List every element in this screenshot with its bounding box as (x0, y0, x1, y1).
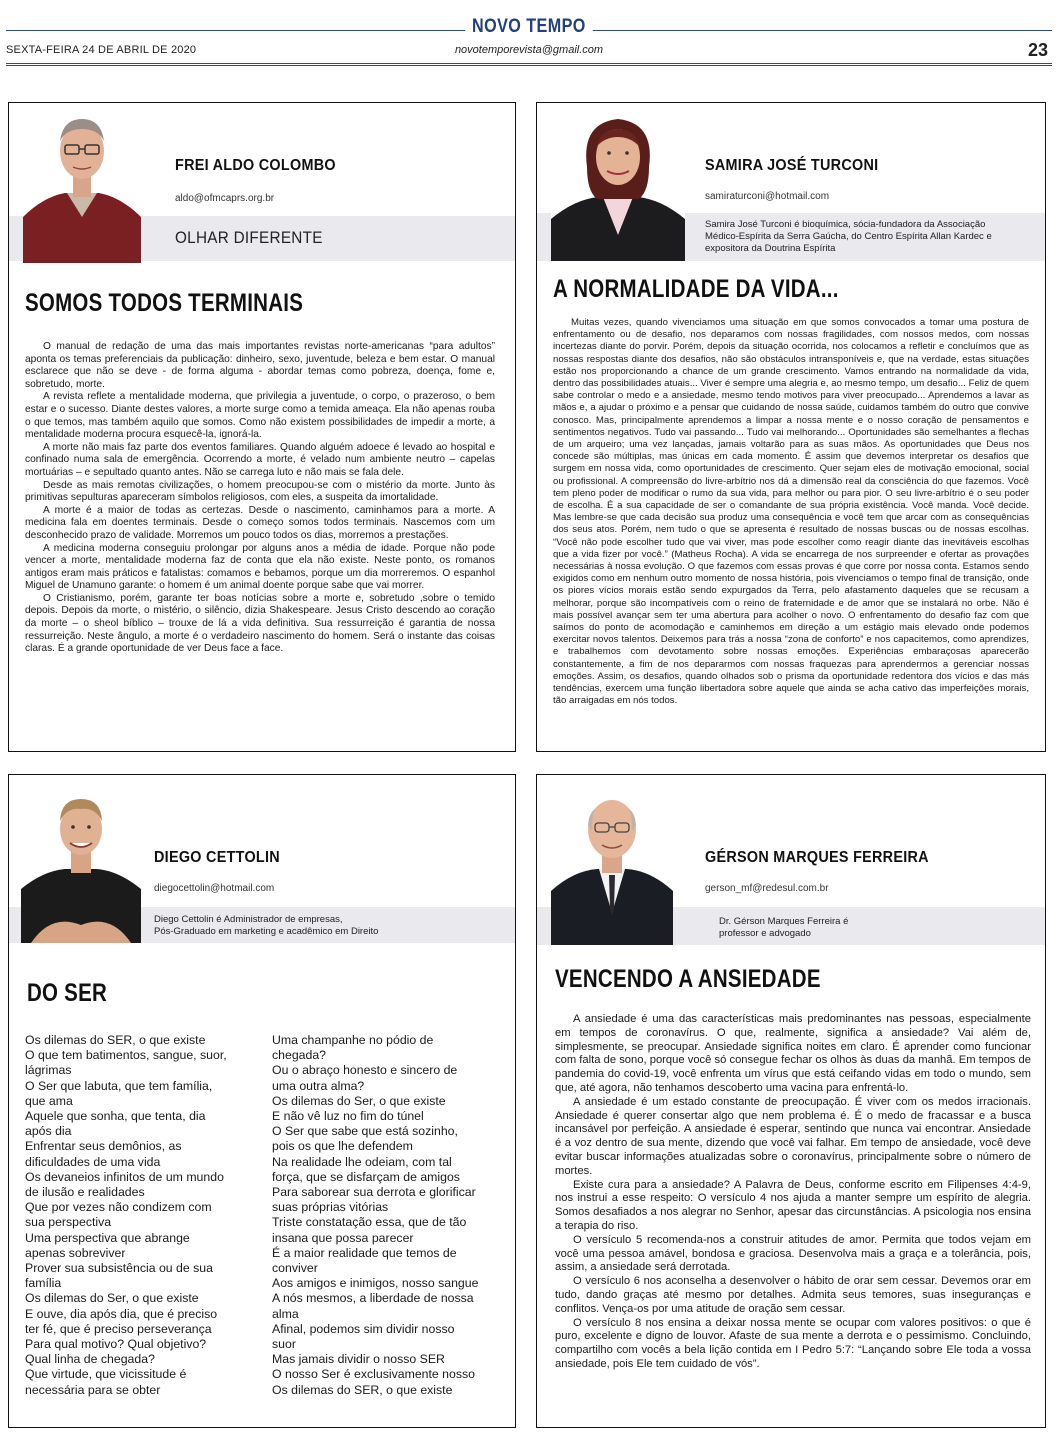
article-body (553, 317, 1029, 708)
poem-line: força, que se disfarçam de amigos (272, 1169, 460, 1184)
issue-date: SEXTA-FEIRA 24 DE ABRIL DE 2020 (6, 44, 197, 56)
poem-line: Aos amigos e inimigos, nosso sangue (272, 1276, 479, 1291)
author-email[interactable]: aldo@ofmcaprs.org.br (175, 193, 275, 204)
poem-line: Qual linha de chegada? (25, 1352, 155, 1367)
paragraph: O manual de redação de uma das mais importantes revistas norte-americanas “para adultos” aponta os temas preferenciais da publicação: dinheiro, sexo, juventude, beleza e bem estar. O manual esclarece que não se deve - de forma alguma - abordar temas como pobreza, doença, fome e, sobretudo, morte. (25, 341, 495, 390)
bio-line: Diego Cettolin é Administrador de empresas, (154, 914, 343, 925)
poem-line: dificuldades de uma vida (25, 1154, 161, 1169)
poem-column-right (272, 1033, 512, 1398)
poem-line: uma outra alma? (272, 1078, 365, 1093)
author-name: FREI ALDO COLOMBO (175, 157, 336, 174)
poem-line: Os dilemas do Ser, o que existe (25, 1291, 199, 1306)
author-photo (551, 785, 673, 945)
bio-line: professor e advogado (719, 928, 811, 939)
column-name: OLHAR DIFERENTE (175, 228, 323, 247)
poem-line: chegada? (272, 1048, 327, 1063)
author-email[interactable]: gerson_mf@redesul.com.br (705, 883, 829, 894)
paragraph: Desde as mais remotas civilizações, o homem preocupou-se com o mistério da morte. Junto às primitivas sepulturas apareceram símbolos religiosos, com eles, a suspeita da imortalidade. (25, 479, 495, 504)
poem-line: apenas sobreviver (25, 1245, 126, 1260)
poem-line: Prover sua subsistência ou de sua (25, 1261, 213, 1276)
page-number: 23 (1027, 40, 1048, 60)
paragraph: O versículo 5 recomenda-nos a construir atitudes de amor. Permita que todos vejam em você uma pessoa amável, bondosa e graciosa. Desenvolva mais a graça e a tolerância, pois, assim, a ansiedade será derrotada. (555, 1233, 1031, 1274)
paragraph: Existe cura para a ansiedade? A Palavra de Deus, conforme escrito em Filipenses 4:4-9, nos instrui a esse respeito: O versículo 4 nos ajuda a manter sempre um espírito de alegria. Somos desafiados a nos alegrar no Senhor, apesar das circunstâncias. A psicologia nos ensina a terapia do riso. (555, 1178, 1031, 1232)
poem-line: Ou o abraço honesto e sincero de (272, 1063, 458, 1078)
poem-line: Os dilemas do SER, o que existe (25, 1033, 206, 1047)
poem-line: E ouve, dia após dia, que é preciso (25, 1306, 218, 1321)
paragraph: O versículo 6 nos aconselha a desenvolver o hábito de orar sem cessar. Devemos orar em tudo, dando graças até mesmo por detalhes. Admita seus temores, suas inseguranças e conflitos. Vença-os por uma atitude de oração sem cessar. (555, 1275, 1031, 1315)
poem-line: suas próprias vitórias (272, 1200, 389, 1215)
author-name: GÉRSON MARQUES FERREIRA (705, 849, 929, 866)
poem-line: de ilusão e realidades (25, 1185, 145, 1200)
poem-line: após dia (25, 1124, 72, 1139)
author-email[interactable]: samiraturconi@hotmail.com (705, 191, 830, 202)
author-email[interactable]: diegocettolin@hotmail.com (154, 883, 275, 894)
author-name: SAMIRA JOSÉ TURCONI (705, 157, 879, 174)
poem-line: Aquele que sonha, que tenta, dia (25, 1109, 206, 1124)
author-photo (23, 105, 141, 263)
paragraph: A ansiedade é um estado constante de preocupação. É viver com os medos irracionais. Ansiedade é querer consertar algo que nem problema é. É o medo de fracassar e a busca incansável por perfeição. A ansiedade é esperar, sentindo que nunca vai encontrar. Ansiedade é a voz dentro de sua mente, dizendo que você vai falhar. Em tempo de ansiedade, você deve evitar buscar informações atualizadas sobre o coronavírus, principalmente sobre o número de mortes. (555, 1095, 1031, 1177)
poem-line: Na realidade lhe odeiam, com tal (272, 1154, 452, 1169)
article-title: VENCENDO A ANSIEDADE (555, 965, 821, 993)
article-body (555, 1013, 1031, 1372)
newspaper-email[interactable]: novotemporevista@gmail.com (454, 44, 604, 56)
poem-line: E não vê luz no fim do túnel (272, 1109, 424, 1124)
bio-line: Pós-Graduado em marketing e acadêmico em Direito (154, 926, 379, 937)
poem-line: Os dilemas do Ser, o que existe (272, 1093, 446, 1108)
poem-line: lágrimas (25, 1063, 72, 1078)
poem-line: Os dilemas do SER, o que existe (272, 1382, 453, 1397)
article-panel-vencendo-a-ansiedade (536, 774, 1046, 1428)
author-bio: Samira José Turconi é bioquímica, sócia-fundadora da Associação Médico-Espírita da Serra Gaúcha, do Centro Espírita Allan Kardec e expositora da Doutrina Espírita (705, 219, 992, 254)
poem-line: suor (272, 1337, 296, 1352)
poem-column-left (25, 1033, 265, 1398)
poem-line: Afinal, podemos sim dividir nosso (272, 1321, 455, 1336)
poem-line: O que tem batimentos, sangue, suor, (25, 1048, 227, 1063)
article-panel-a-normalidade-da-vida (536, 102, 1046, 752)
poem-line: conviver (272, 1261, 318, 1276)
paragraph: A medicina moderna conseguiu prolongar por alguns anos a média de idade. Porque não pode vencer a morte, mentalidade moderna faz de conta que ela não existe. Neste ponto, os romanos antigos eram mais práticos e fatalistas: comamos e bebamos, porque um dia morreremos. O espanhol Miguel de Unamuno garante: o homem é um animal doente porque sabe que vai morrer. (25, 542, 495, 592)
article-title: SOMOS TODOS TERMINAIS (25, 289, 304, 317)
poem-line: Para qual motivo? Qual objetivo? (25, 1337, 207, 1352)
poem-line: Mas jamais dividir o nosso SER (272, 1352, 445, 1367)
poem-line: O nosso Ser é exclusivamente nosso (272, 1367, 476, 1382)
article-panel-somos-todos-terminais (8, 102, 516, 752)
poem-line: A nós mesmos, a liberdade de nossa (272, 1291, 474, 1306)
masthead-bottom-rule (6, 63, 1052, 67)
poem-line: O Ser que sabe que está sozinho, (272, 1124, 458, 1139)
paragraph: O Cristianismo, porém, garante ter boas notícias sobre a morte e, sobretudo ,sobre o temido depois. Depois da morte, o mistério, o silêncio, dizia Shakespeare. Jesus Cristo descendo ao coração da morte – o sheol bíblico – trouxe de lá a vida definitiva. Sua ressurreição é garantia de nossa ressurreição. Neste ângulo, a morte é o verdadeiro nascimento do homem. Será o instante das coisas claras. É a grande oportunidade de ver Deus face a face. (25, 592, 495, 655)
author-bio (154, 914, 494, 938)
paragraph: Muitas vezes, quando vivenciamos uma situação em que somos convocados a tomar uma postura de enfrentamento ou de desafio, nos deparamos com nossas fragilidades, com nossos medos, com nossas incertezas diante do porvir. Porém, depois da situação ocorrida, nos colocamos a refletir e concluímos que as nossas respostas diante dos desafios, não são obstáculos intransponíveis e, que na verdade, estas situações estão nos proporcionando a chance de um grande crescimento. Vamos entrando na normalidade da vida, dentro das possibilidades atuais... Viver é sempre uma alegria e, ao mesmo tempo, um desafio... Feliz de quem sabe controlar o medo e a ansiedade, mesmo tendo motivos para viver preocupado... Aprendemos a lavar as mãos e, a ajudar o próximo e a pensar que cuidando de nossa saúde, cuidamos também do outro que convive conosco. Mas, principalmente aprendemos a limpar a nossa mente e o nosso coração de pensamentos e sentimentos negativos. Tudo vai passando... Tudo vai melhorando... Oportunidades são semelhantes a flechas de um arqueiro; uma vez lançadas, jamais voltarão para as suas mãos. As oportunidades que Deus nos concede são múltiplas, mas únicas em cada momento. É assim que devemos interpretar os desafios que surgem em nossa vida, como oportunidades de crescimento. Quer sejam eles de motivação emocional, social ou profissional. A compreensão do livre-arbítrio nos dá a dimensão real da consciência do que fazemos. Você tem pleno poder de modificar o rumo da sua vida, para melhor ou para pior. O seu livre-arbítrio é o seu poder de escolha. É a sua capacidade de ser o comandante de sua própria existência. Você manda. Você decide. Mas lembre-se que cada decisão sua produz uma consequência e você tem que arcar com as consequências dos seus atos. Porém, nem tudo o que se apresenta é resultado de nossas buscas ou de nossas escolhas. “Você não pode escolher tudo que vai viver, mas pode escolher como reagir diante das inevitáveis escolhas que a vida fizer por você.” (Matheus Rocha). A vida se encarrega de nos surpreender e ofertar as provações necessárias à nossa evolução. O que fazemos com essas provas é que corre por nossa conta. Estamos sendo exigidos como em nenhum outro momento de nossa história, pois vivenciamos o tempo final de transição, onde os piores vícios morais estão sendo expurgados da Terra, pelo afastamento daqueles que se recusam a melhorar, porque são incompatíveis com o reino de fraternidade e de amor que se instalará no orbe. Não é mais possível avançar sem ter uma abertura para acolher o novo. O enfrentamento do desafio faz com que saímos do ponto de acomodação e caminhemos em direção a um estágio mais elevado onde podemos exercitar novos talentos. Deixemos para trás a nossa “zona de conforto” e nos capacitemos, como aprendizes, e trabalhemos com devotamento sobre nossas emoções. Experiências embaraçosas aparecerão constantemente, a fim de nos depararmos com nossas fraquezas para aprendermos a gerenciar nossas emoções. Assim, os desafios, quando olhados sob o prisma da oportunidade redentora dos vícios e das más tendências, exercem uma função libertadora sobre aquele que ainda se acha cativo das imperfeições morais, tão arraigadas em nós todos. (553, 317, 1029, 707)
poem-line: ter fé, que é preciso perseverança (25, 1321, 212, 1336)
paragraph: A revista reflete a mentalidade moderna, que privilegia a juventude, o corpo, o prazeroso, o bem estar e o sucesso. Diante destes valores, a morte surge como a temida ameaça. Ela não apenas rouba o que temos, mas também aquilo que somos. Como não existem possibilidades de impedir a morte, a mentalidade moderna procura esquecê-la, ignorá-la. (25, 391, 495, 441)
article-panel-do-ser (8, 774, 516, 1428)
paragraph: O versículo 8 nos ensina a deixar nossa mente se ocupar com valores positivos: o que é puro, excelente e digno de louvor. Afaste de sua mente a derrota e o pessimismo. Concluindo, compartilho com vocês a bela lição contida em I Pedro 5:7: “Lançando sobre Ele toda a vossa ansiedade, pois Ele tem cuidado de vós”. (555, 1316, 1031, 1370)
poem-line: necessária para se obter (25, 1382, 161, 1397)
author-photo (551, 107, 685, 261)
poem-line: família (25, 1276, 62, 1291)
paragraph: A morte não mais faz parte dos eventos familiares. Quando alguém adoece é levado ao hospital e confinado numa sala de emergência. Ocorrendo a morte, é velado num ambiente neutro – capelas mortuárias – e sepultado quanto antes. Não se carrega luto e não mais se fala dele. (25, 441, 495, 478)
poem-line: que ama (25, 1093, 73, 1108)
poem-line: Que virtude, que vicissitude é (25, 1367, 187, 1382)
author-photo (21, 785, 141, 943)
author-name: DIEGO CETTOLIN (154, 849, 280, 866)
poem-line: insana que possa parecer (272, 1230, 414, 1245)
author-bio (719, 916, 979, 940)
poem-line: sua perspectiva (25, 1215, 112, 1230)
newspaper-name: NOVO TEMPO (465, 16, 592, 38)
poem-line: Os devaneios infinitos de um mundo (25, 1169, 224, 1184)
poem-line: Uma champanhe no pódio de (272, 1033, 434, 1047)
poem-line: Enfrentar seus demônios, as (25, 1139, 182, 1154)
masthead (0, 0, 1058, 70)
paragraph: A morte é a maior de todas as certezas. Desde o nascimento, caminhamos para a morte. A medicina fala em doentes terminais. Desde o começo somos todos terminais. Nascemos com um desconhecido prazo de validade. Morremos um pouco todos os dias, morremos a prestações. (25, 504, 495, 541)
poem-line: Que por vezes não condizem com (25, 1200, 212, 1215)
article-title: DO SER (27, 979, 108, 1007)
poem-line: Para saborear sua derrota e glorificar (272, 1185, 476, 1200)
poem-line: pois os que lhe defendem (272, 1139, 413, 1154)
masthead-brand (0, 16, 1058, 38)
poem-line: Triste constatação essa, que de tão (272, 1215, 467, 1230)
bio-line: Dr. Gérson Marques Ferreira é (719, 916, 849, 927)
article-body (25, 341, 495, 656)
poem-line: alma (272, 1306, 299, 1321)
poem-line: O Ser que labuta, que tem família, (25, 1078, 213, 1093)
article-title: A NORMALIDADE DA VIDA... (553, 275, 839, 303)
poem-line: Uma perspectiva que abrange (25, 1230, 190, 1245)
poem-line: É a maior realidade que temos de (272, 1245, 457, 1260)
paragraph: A ansiedade é uma das características mais predominantes nas pessoas, especialmente em tempos de coronavírus. O que, realmente, significa a ansiedade? Vai além de, simplesmente, se preocupar. Ansiedade significa noites em claro. É aprender como funcionar com falta de sono, porque você só consegue fechar os olhos às duas da manhã. Em tempos de pandemia do covid-19, você enfrenta um vírus que está ceifando vidas em todo o mundo, sem que, até agora, não tenhamos descoberto uma vacina para enfrentá-lo. (555, 1013, 1031, 1094)
